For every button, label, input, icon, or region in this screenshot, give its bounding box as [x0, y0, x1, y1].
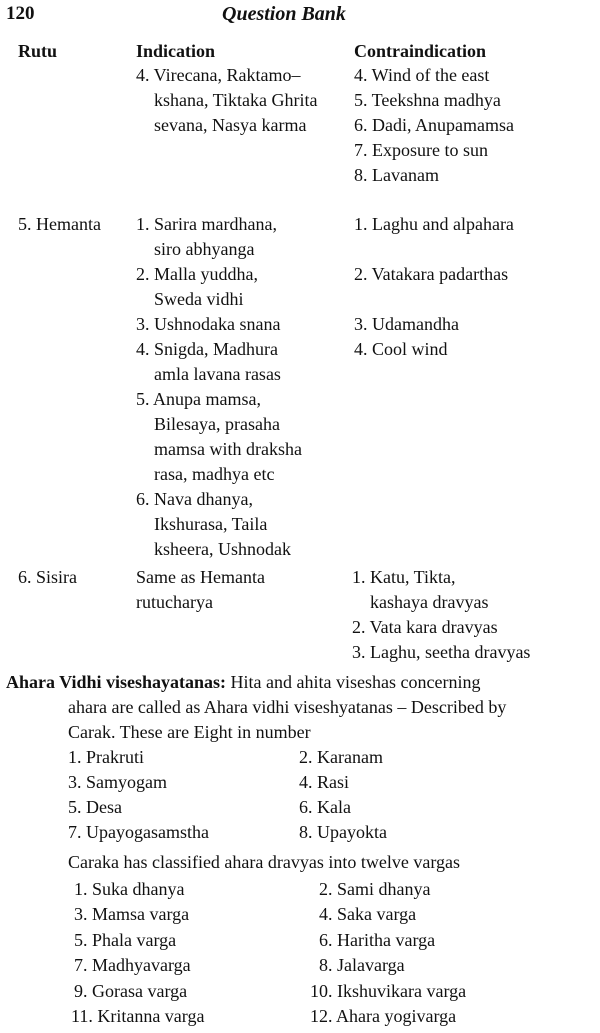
ahara-paragraph — [6, 670, 596, 745]
indication-line: Sweda vidhi — [154, 289, 244, 309]
column-header-rutu: Rutu — [18, 41, 58, 61]
page-number: 120 — [6, 3, 35, 24]
indication-line: siro abhyanga — [154, 239, 255, 259]
contraindication-line: 7. Exposure to sun — [354, 140, 488, 160]
indication-line: 4. Snigda, Madhura — [136, 339, 278, 359]
contraindication-line: 4. Wind of the east — [354, 65, 490, 85]
list-item: 4. Rasi — [299, 772, 350, 792]
rutu-hemanta: 5. Hemanta — [18, 214, 101, 234]
contraindication-line: 1. Laghu and alpahara — [354, 214, 514, 234]
list-item: 6. Kala — [299, 797, 351, 817]
contraindication-line: 5. Teekshna madhya — [354, 90, 501, 110]
row2-indication — [136, 212, 302, 562]
indication-line: 4. Virecana, Raktamo– — [136, 65, 301, 85]
indication-line: 5. Anupa mamsa, — [136, 389, 261, 409]
contraindication-line: 1. Katu, Tikta, — [352, 567, 456, 587]
indication-line: rasa, madhya etc — [154, 464, 275, 484]
row3-contraindication — [352, 565, 530, 665]
indication-line: amla lavana rasas — [154, 364, 281, 384]
indication-line: 6. Nava dhanya, — [136, 489, 253, 509]
contraindication-line: 4. Cool wind — [354, 339, 448, 359]
ahara-first-line-text: Hita and ahita viseshas concerning — [226, 672, 481, 692]
list-item: 11. Kritanna varga — [71, 1006, 205, 1026]
list-item: 4. Saka varga — [319, 904, 417, 924]
list-item: 6. Haritha varga — [319, 930, 436, 950]
indication-line: ksheera, Ushnodak — [154, 539, 291, 559]
list-item: 3. Samyogam — [68, 772, 167, 792]
contraindication-line: kashaya dravyas — [370, 592, 489, 612]
indication-line: 1. Sarira mardhana, — [136, 214, 277, 234]
row3-indication — [136, 565, 265, 615]
contraindication-line: 2. Vatakara padarthas — [354, 264, 509, 284]
vargas-intro: Caraka has classified ahara dravyas into twelve vargas — [68, 852, 461, 872]
indication-line: rutucharya — [136, 592, 213, 612]
running-head: Question Bank — [222, 3, 346, 25]
ahara-first-line — [6, 670, 596, 695]
list-item: 8. Upayokta — [299, 822, 387, 842]
contraindication-line: 3. Udamandha — [354, 314, 459, 334]
row1-contraindication — [354, 63, 514, 188]
list-item: 10. Ikshuvikara varga — [310, 981, 467, 1001]
ahara-line: ahara are called as Ahara vidhi viseshyatanas – Described by — [68, 697, 507, 717]
list-item: 2. Karanam — [299, 747, 383, 767]
list-item: 3. Mamsa varga — [74, 904, 190, 924]
indication-line: 2. Malla yuddha, — [136, 264, 258, 284]
contraindication-line: 8. Lavanam — [354, 165, 439, 185]
indication-line: Ikshurasa, Taila — [154, 514, 268, 534]
column-header-contraindication: Contraindication — [354, 41, 487, 61]
ahara-heading: Ahara Vidhi viseshayatanas: — [6, 672, 227, 692]
contraindication-line: 2. Vata kara dravyas — [352, 617, 498, 637]
list-item: 5. Phala varga — [74, 930, 177, 950]
indication-line: Bilesaya, prasaha — [154, 414, 280, 434]
list-item: 12. Ahara yogivarga — [310, 1006, 457, 1026]
indication-line: Same as Hemanta — [136, 567, 265, 587]
list-item: 9. Gorasa varga — [74, 981, 188, 1001]
list-item: 1. Suka dhanya — [74, 879, 185, 899]
list-item: 8. Jalavarga — [319, 955, 405, 975]
list-item: 7. Upayogasamstha — [68, 822, 209, 842]
contraindication-line: 6. Dadi, Anupamamsa — [354, 115, 514, 135]
indication-line: kshana, Tiktaka Ghrita — [154, 90, 318, 110]
indication-line: mamsa with draksha — [154, 439, 302, 459]
list-item: 5. Desa — [68, 797, 122, 817]
row1-indication — [136, 63, 318, 138]
contraindication-line: 3. Laghu, seetha dravyas — [352, 642, 531, 662]
list-item: 1. Prakruti — [68, 747, 144, 767]
list-item: 2. Sami dhanya — [319, 879, 431, 899]
ahara-line: Carak. These are Eight in number — [68, 722, 311, 742]
column-header-indication: Indication — [136, 41, 216, 61]
list-item: 7. Madhyavarga — [74, 955, 191, 975]
rutu-sisira: 6. Sisira — [18, 567, 78, 587]
indication-line: 3. Ushnodaka snana — [136, 314, 281, 334]
indication-line: sevana, Nasya karma — [154, 115, 307, 135]
